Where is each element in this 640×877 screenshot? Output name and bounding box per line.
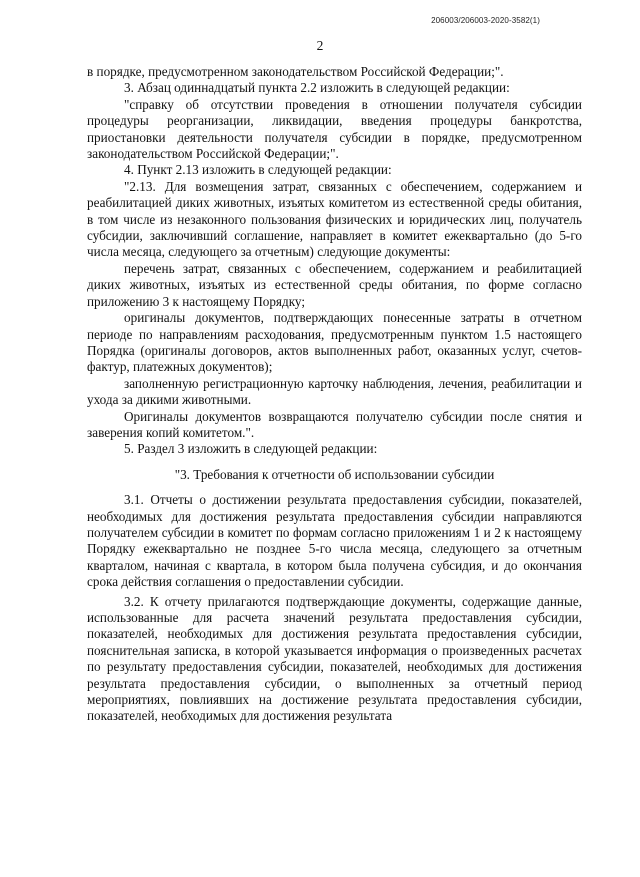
paragraph-return-originals: Оригиналы документов возвращаются получателю субсидии после снятия и заверения копий комитетом.".: [87, 408, 582, 440]
paragraph-originals: оригиналы документов, подтверждающих понесенные затраты в отчетном периоде по направлениям расходования, предусмотренным пунктом 1.5 настоящего Порядка (оригиналы договоров, актов выполненных работ, оказанных услуг, счетов-фактур, платежных документов);: [87, 310, 582, 375]
paragraph-item-5: 5. Раздел 3 изложить в следующей редакции:: [124, 441, 378, 457]
section-heading: "3. Требования к отчетности об использовании субсидии: [174, 466, 495, 482]
document-body: [87, 64, 582, 725]
page-number: 2: [316, 38, 324, 53]
paragraph-continuation: в порядке, предусмотренном законодательством Российской Федерации;".: [87, 64, 504, 79]
paragraph-cost-list: перечень затрат, связанных с обеспечением, содержанием и реабилитацией диких животных, изъятых из естественной среды обитания, по форме согласно приложению 3 к настоящему Порядку;: [87, 260, 582, 309]
paragraph-item-3: 3. Абзац одиннадцатый пункта 2.2 изложить в следующей редакции:: [124, 80, 510, 96]
paragraph-quote-certificate: "справку об отсутствии проведения в отношении получателя субсидии процедуры реорганизации, ликвидации, введения процедуры банкротства, приостановки деятельности получателя субсидии в порядке, предусмотренном законодательством Российской Федерации;".: [87, 96, 582, 162]
document-id: 206003/206003-2020-3582(1): [431, 16, 540, 25]
paragraph-clause-2-13: "2.13. Для возмещения затрат, связанных с обеспечением, содержанием и реабилитацией диких животных, изъятых комитетом из естественной среды обитания, в том числе из незаконного пользования физических и юридических лиц, получатель субсидии, заключивший соглашение, направляет в комитет ежеквартально (до 5-го числа месяца, следующего за отчетным) следующие документы:: [87, 178, 582, 260]
paragraph-item-4: 4. Пункт 2.13 изложить в следующей редакции:: [124, 162, 392, 178]
paragraph-clause-3-2: 3.2. К отчету прилагаются подтверждающие документы, содержащие данные, использованные для расчета значений результата предоставления субсидии, показателей, необходимых для достижения результата предоставления субсидии, пояснительная записка, в которой указывается информация о произведенных расчетах по результату предоставления субсидии, показателей, необходимых для достижения результата предоставления субсидии, о выполненных за отчетный период мероприятиях, повлиявших на достижение результата предоставления субсидии, показателей, необходимых для достижения результата: [87, 593, 582, 724]
paragraph-registration-card: заполненную регистрационную карточку наблюдения, лечения, реабилитации и ухода за дикими животными.: [87, 375, 582, 408]
paragraph-clause-3-1: 3.1. Отчеты о достижении результата предоставления субсидии, показателей, необходимых для достижения результата предоставления субсидии направляются получателем субсидии в комитет по формам согласно приложениям 1 и 2 к настоящему Порядку ежеквартально не позднее 5-го числа месяца, следующего за отчетным кварталом, начиная с квартала, в котором была получена субсидия, и до окончания срока действия соглашения о предоставлении субсидии.: [87, 492, 582, 590]
